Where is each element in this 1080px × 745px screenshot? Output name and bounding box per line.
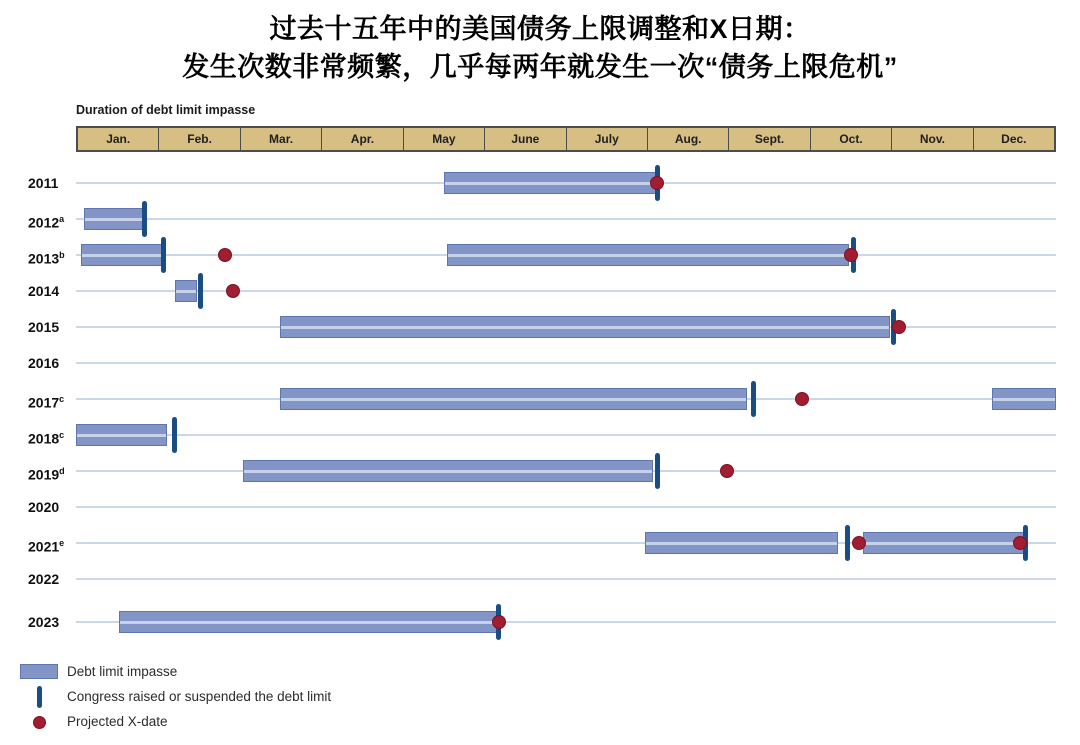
legend-label-tick: Congress raised or suspended the debt limit	[67, 689, 332, 704]
row-gridline-2020	[76, 506, 1056, 508]
month-cell-oct: Oct.	[811, 128, 892, 150]
year-label-2017: 2017$^c$	[28, 394, 65, 411]
impasse-bar-2023	[119, 611, 498, 633]
legend-label-dot: Projected X-date	[67, 714, 168, 729]
impasse-bar-2012	[84, 208, 143, 230]
impasse-bar-stripe	[993, 398, 1055, 401]
year-label-2015: 2015	[28, 319, 60, 335]
impasse-bar-stripe	[77, 434, 166, 437]
raise-tick-2017	[751, 381, 756, 417]
month-cell-june: June	[485, 128, 566, 150]
impasse-bar-2021	[863, 532, 1024, 554]
raise-tick-2019	[655, 453, 660, 489]
year-label-2019: 2019$^d$	[28, 466, 65, 483]
xdate-dot-2023	[492, 615, 506, 629]
impasse-bar-2019	[243, 460, 654, 482]
year-label-2022: 2022	[28, 571, 60, 587]
impasse-bar-2013	[81, 244, 162, 266]
raise-tick-2013	[161, 237, 166, 273]
month-cell-july: July	[567, 128, 648, 150]
impasse-bar-2017	[992, 388, 1056, 410]
impasse-bar-stripe	[82, 254, 161, 257]
raise-tick-2021	[845, 525, 850, 561]
axis-caption: Duration of debt limit impasse	[76, 103, 256, 117]
row-gridline-2012	[76, 218, 1056, 220]
year-label-2016: 2016	[28, 355, 60, 371]
xdate-dot-2017	[795, 392, 809, 406]
month-axis-header	[76, 126, 1056, 152]
year-label-2011: 2011	[28, 175, 59, 191]
month-cell-sept: Sept.	[729, 128, 810, 150]
row-gridline-2014	[76, 290, 1056, 292]
xdate-dot-2014	[226, 284, 240, 298]
month-cell-apr: Apr.	[322, 128, 403, 150]
impasse-bar-stripe	[244, 470, 653, 473]
raise-tick-2018	[172, 417, 177, 453]
month-cell-feb: Feb.	[159, 128, 240, 150]
xdate-dot-2013	[844, 248, 858, 262]
xdate-dot-2019	[720, 464, 734, 478]
year-label-2013: 2013$^b$	[28, 250, 65, 267]
legend-raise-tick-icon	[37, 686, 42, 708]
impasse-bar-stripe	[646, 542, 837, 545]
month-cell-nov: Nov.	[892, 128, 973, 150]
impasse-bar-2011	[444, 172, 656, 194]
chart-title-line1: 过去十五年中的美国债务上限调整和X日期：	[269, 14, 811, 44]
year-label-2021: 2021e	[28, 538, 65, 555]
impasse-bar-2017	[280, 388, 747, 410]
xdate-dot-2021	[1013, 536, 1027, 550]
impasse-bar-2014	[175, 280, 197, 302]
impasse-bar-stripe	[120, 621, 497, 624]
year-label-2012: 2012$^a$	[28, 214, 65, 231]
row-gridline-2022	[76, 578, 1056, 580]
row-gridline-2016	[76, 362, 1056, 364]
chart-title-line2: 发生次数非常频繁，几乎每两年就发生一次“债务上限危机”	[182, 52, 898, 82]
xdate-dot-2013	[218, 248, 232, 262]
year-label-2020: 2020	[28, 499, 60, 515]
impasse-bar-stripe	[281, 326, 889, 329]
impasse-bar-2021	[645, 532, 838, 554]
year-label-2014: 2014	[28, 283, 60, 299]
legend-label-bar: Debt limit impasse	[67, 664, 178, 679]
year-label-2018: 2018$^c$	[28, 430, 65, 447]
impasse-bar-stripe	[445, 182, 655, 185]
row-gridline-2018	[76, 434, 1056, 436]
impasse-bar-stripe	[85, 218, 142, 221]
year-label-2023: 2023	[28, 614, 60, 630]
xdate-dot-2015	[892, 320, 906, 334]
impasse-bar-stripe	[864, 542, 1023, 545]
legend-xdate-dot-icon	[33, 716, 46, 729]
impasse-bar-2018	[76, 424, 167, 446]
month-cell-jan: Jan.	[78, 128, 159, 150]
raise-tick-2012	[142, 201, 147, 237]
month-cell-aug: Aug.	[648, 128, 729, 150]
impasse-bar-stripe	[176, 290, 196, 293]
chart-title	[0, 10, 1080, 86]
month-cell-may: May	[404, 128, 485, 150]
legend-impasse-swatch	[20, 664, 58, 679]
xdate-dot-2011	[650, 176, 664, 190]
raise-tick-2014	[198, 273, 203, 309]
impasse-bar-stripe	[281, 398, 746, 401]
impasse-bar-2015	[280, 316, 890, 338]
impasse-bar-stripe	[448, 254, 849, 257]
month-cell-mar: Mar.	[241, 128, 322, 150]
xdate-dot-2021	[852, 536, 866, 550]
month-cell-dec: Dec.	[1001, 132, 1027, 146]
impasse-bar-2013	[447, 244, 850, 266]
